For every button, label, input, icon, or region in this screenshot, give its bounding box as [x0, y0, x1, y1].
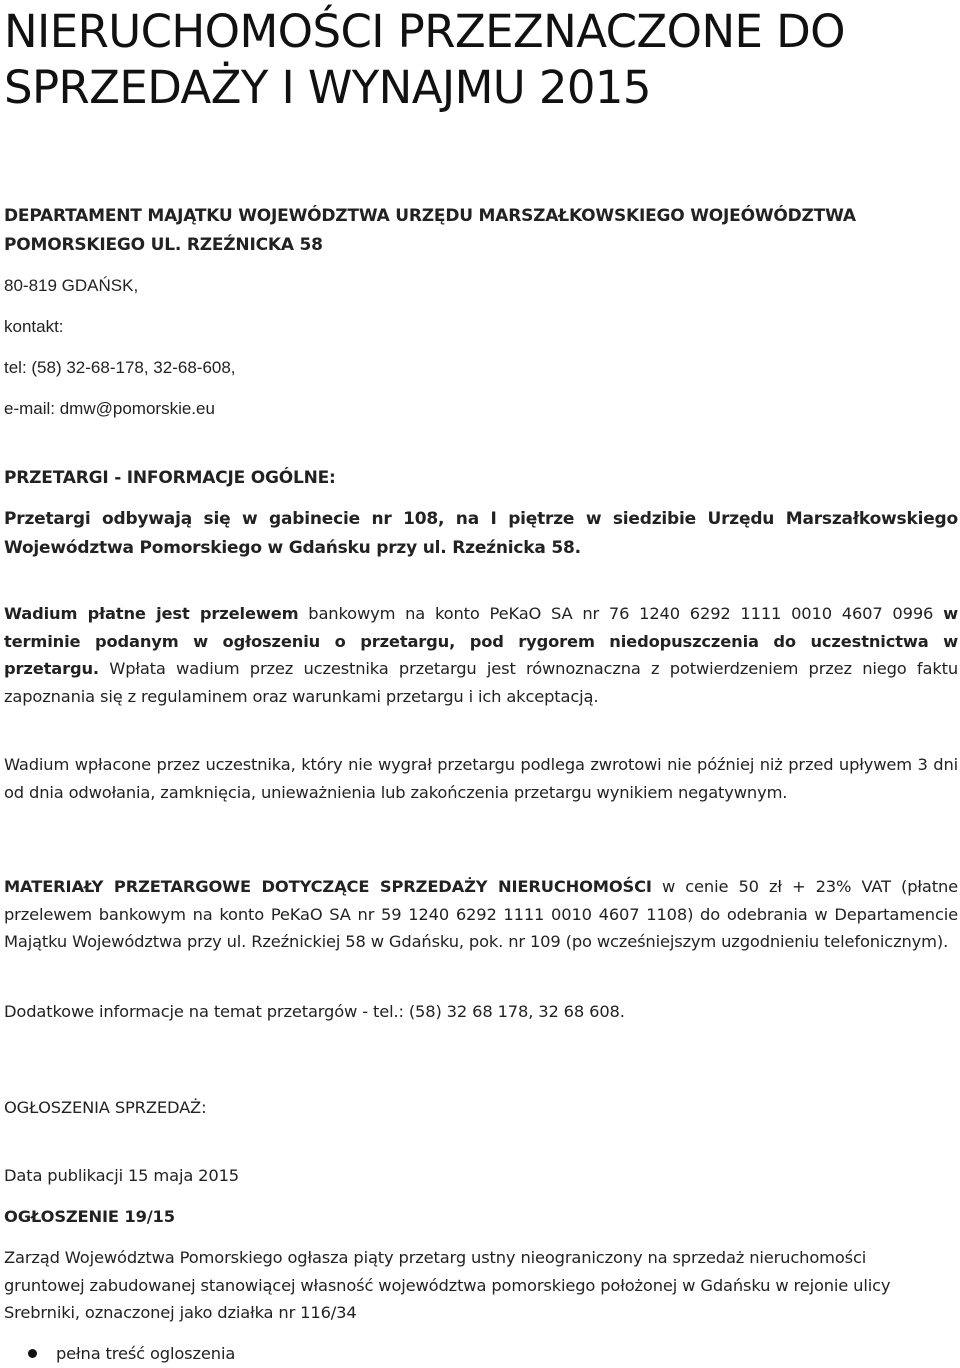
- bullet-icon: [28, 1349, 37, 1358]
- department-heading: [4, 202, 958, 260]
- phone-text: tel: (58) 32-68-178, 32-68-608,: [4, 358, 236, 377]
- department-line2: POMORSKIEGO UL. RZEŹNICKA 58: [4, 235, 323, 255]
- sales-heading: OGŁOSZENIA SPRZEDAŻ:: [4, 1098, 207, 1117]
- page-title-line2: SPRZEDAŻY I WYNAJMU 2015: [4, 61, 651, 114]
- page-title-line1: NIERUCHOMOŚCI PRZEZNACZONE DO: [4, 5, 845, 58]
- wadium-paragraph: [4, 600, 958, 710]
- full-text-link[interactable]: pełna treść ogloszenia: [56, 1344, 236, 1363]
- general-info-heading: PRZETARGI - INFORMACJE OGÓLNE:: [4, 468, 336, 488]
- address-text: 80-819 GDAŃSK,: [4, 276, 139, 295]
- wadium-normal-2: Wpłata wadium przez uczestnika przetargu jest równoznaczna z potwierdzeniem przez niego faktu zapoznania się z regulaminem oraz warunkami przetargu i ich akceptacją.: [4, 659, 958, 706]
- general-info-text: Przetargi odbywają się w gabinecie nr 108, na I piętrze w siedzibie Urzędu Marszałkowskiego Województwa Pomorskiego w Gdańsku przy ul. Rzeźnicka 58.: [4, 509, 958, 558]
- department-line1: DEPARTAMENT MAJĄTKU WOJEWÓDZTWA URZĘDU MARSZAŁKOWSKIEGO WOJEÓWÓDZTWA: [4, 206, 856, 226]
- publication-date: Data publikacji 15 maja 2015: [4, 1166, 240, 1185]
- materials-paragraph: [4, 873, 958, 956]
- wadium-bold-1: Wadium płatne jest przelewem: [4, 604, 299, 623]
- materials-normal: w cenie 50 zł + 23% VAT (płatne przelewem bankowym na konto PeKaO SA nr 59 1240 6292 1111 0010 4607 1108) do odebrania w Departamencie Majątku Województwa przy ul. Rzeźnickiej 58 w Gdańsku, pok. nr 109 (po wcześniejszym uzgodnieniu telefonicznym).: [4, 877, 958, 951]
- page-title: [4, 4, 954, 116]
- announcement-text: Zarząd Województwa Pomorskiego ogłasza piąty przetarg ustny nieograniczony na sprzedaż nieruchomości gruntowej zabudowanej stanowiącej własność województwa pomorskiego położonej w Gdańsku w rejonie ulicy Srebrniki, oznaczonej jako działka nr 116/34: [4, 1248, 891, 1322]
- wadium-bold-2: w terminie podanym w ogłoszeniu o przetargu, pod rygorem niedopuszczenia do uczestnictwa w przetargu.: [4, 604, 958, 678]
- wadium-normal-1: bankowym na konto PeKaO SA nr 76 1240 6292 1111 0010 4607 0996: [298, 604, 944, 623]
- contact-label: kontakt:: [4, 317, 64, 336]
- email-text: e-mail: dmw@pomorskie.eu: [4, 399, 215, 418]
- materials-bold: MATERIAŁY PRZETARGOWE DOTYCZĄCE SPRZEDAŻY NIERUCHOMOŚCI: [4, 877, 652, 896]
- refund-paragraph: Wadium wpłacone przez uczestnika, który nie wygrał przetargu podlega zwrotowi nie później niż przed upływem 3 dni od dnia odwołania, zamknięcia, unieważnienia lub zakończenia przetargu wynikiem negatywnym.: [4, 755, 958, 802]
- extra-info-text: Dodatkowe informacje na temat przetargów - tel.: (58) 32 68 178, 32 68 608.: [4, 1002, 625, 1021]
- announcement-title: OGŁOSZENIE 19/15: [4, 1207, 175, 1226]
